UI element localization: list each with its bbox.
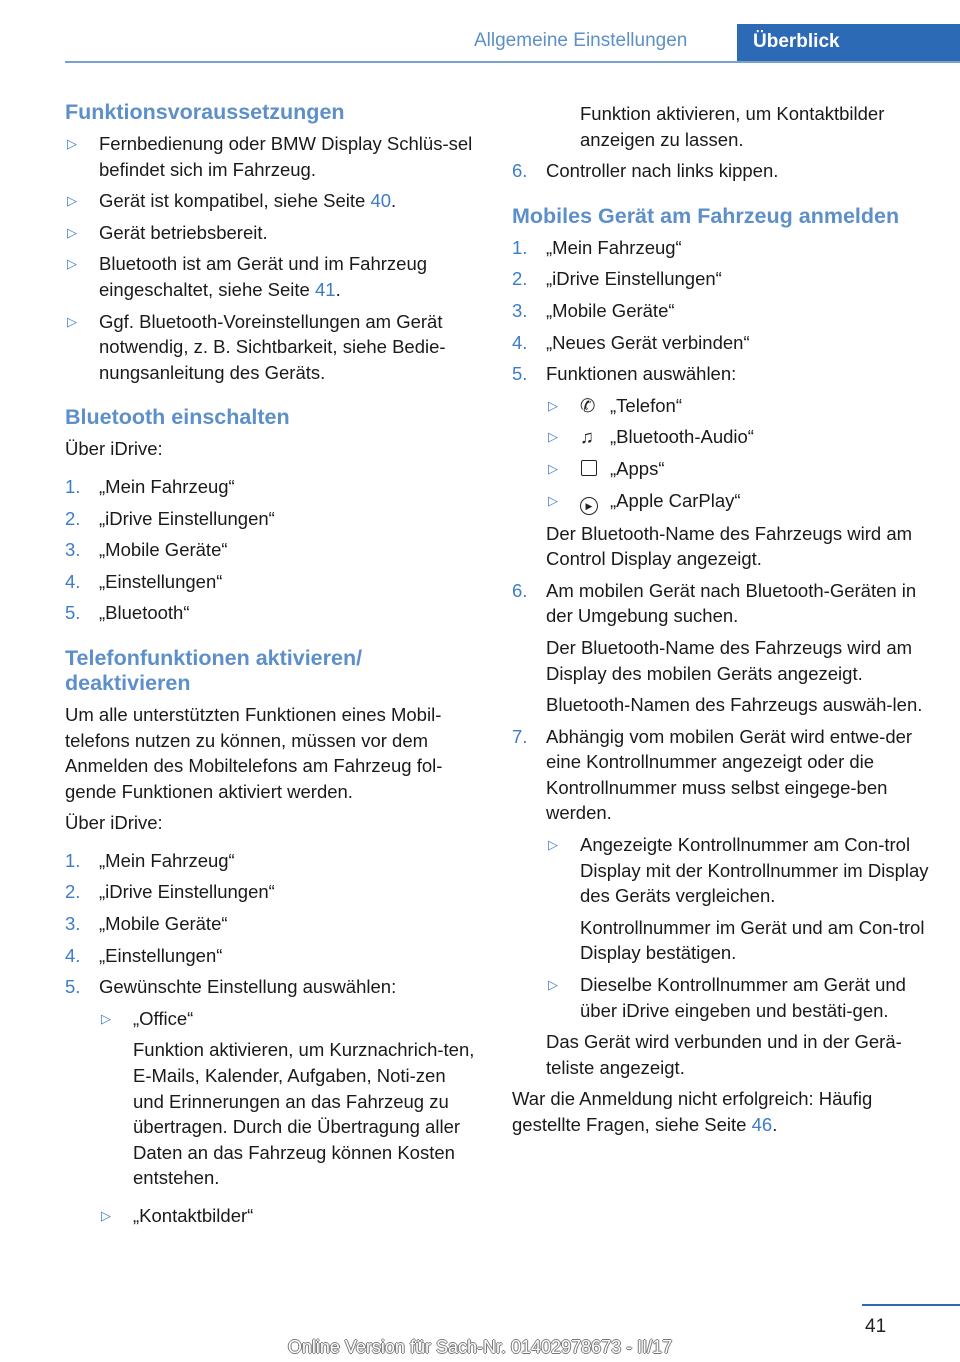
list-item-text: „Kontaktbilder“ [133,1205,254,1226]
bullet-triangle-icon: ▷ [548,397,558,413]
register-steps-list [512,235,932,1081]
step-number: 4. [512,331,528,353]
list-item-text: „Mein Fahrzeug“ [99,475,235,497]
step5-note: Der Bluetooth-Name des Fahrzeugs wird am Control Display angezeigt. [546,522,913,570]
list-item [65,879,477,905]
list-item-text: „Mobile Geräte“ [99,539,228,561]
list-item-text: Abhängig vom mobilen Gerät wird entwe-der eine Kontrollnummer angezeigt oder die Kontrollnummer muss selbst eingege-ben werden. [546,725,913,824]
tel-intro: Über iDrive: [65,812,163,834]
list-item [546,832,932,909]
list-item [65,474,477,500]
list-item [512,298,932,324]
kontakt-description: Funktion aktivieren, um Kontaktbilder anzeigen zu lassen. [580,103,885,150]
list-item-text: Funktionen auswählen: [546,363,737,385]
header-tab [737,24,960,63]
carplay-icon: ▶ [580,497,598,515]
list-item [546,456,932,482]
bullet-triangle-icon: ▷ [548,429,558,445]
list-item-text: „Neues Gerät verbinden“ [546,331,750,353]
list-item [65,309,477,386]
list-item [512,235,932,261]
list-item [512,361,932,387]
step-number: 5. [65,976,81,998]
tel-paragraph: Um alle unterstützten Funktionen eines Mobil-telefons nutzen zu können, müssen vor dem Anmelden des Mobiltelefons am Fahrzeug fol-gende Funktionen aktiviert werden. [65,703,443,802]
list-item-text: „Einstellungen“ [99,570,223,592]
bullet-triangle-icon: ▷ [67,136,77,151]
list-item-text: Gerät betriebsbereit. [99,221,268,243]
list-item [99,1006,477,1032]
apps-icon [581,460,597,476]
tel-steps-list [65,848,477,1229]
step6-note-1: Der Bluetooth-Name des Fahrzeugs wird am Display des mobilen Geräts angezeigt. [546,636,913,684]
right-column [512,101,932,1144]
footer-rule [862,1304,960,1306]
step-number: 2. [65,881,81,903]
list-item-text: „iDrive Einstellungen“ [546,268,722,290]
step-number: 5. [65,602,81,624]
watermark: Online Version für Sach-Nr. 01402978673 - II/17 [287,1337,673,1357]
list-item-text: Angezeigte Kontrollnummer am Con-trol Display mit der Kontrollnummer im Display des Geräts vergleichen. [580,834,929,907]
list-item [512,158,932,184]
page-link-41[interactable]: 41 [314,278,336,300]
list-item-text: Bluetooth ist am Gerät und im Fahrzeug eingeschaltet, siehe Seite 41. [99,253,428,300]
list-item-text: „Mobile Geräte“ [546,299,675,321]
header-section-title: Allgemeine Einstellungen [474,30,688,51]
heading-bluetooth-einschalten: Bluetooth einschalten [65,405,290,430]
bullet-triangle-icon: ▷ [67,193,77,209]
list-item [546,424,932,450]
list-item [512,330,932,356]
step-number: 6. [512,579,528,601]
list-item-text: Gewünschte Einstellung auswählen: [99,976,397,998]
list-item [65,220,477,246]
page-number: 41 [865,1316,887,1337]
list-item-text: „Mobile Geräte“ [99,913,228,935]
list-item-text: „Bluetooth“ [99,602,190,624]
heading-mobiles-geraet: Mobiles Gerät am Fahrzeug anmelden [512,203,900,228]
list-item-text: Am mobilen Gerät nach Bluetooth-Geräten in der Umgebung suchen. [546,579,917,627]
step-number: 3. [512,299,528,321]
step-number: 5. [512,363,528,385]
bullet-triangle-icon: ▷ [548,977,558,993]
list-item [512,724,932,826]
list-item [512,266,932,292]
list-item [65,251,477,302]
bullet-triangle-icon: ▷ [101,1208,111,1223]
phone-icon: ✆ [580,394,596,416]
bt-intro: Über iDrive: [65,438,163,460]
bullet-triangle-icon: ▷ [548,837,558,853]
bullet-triangle-icon: ▷ [67,224,77,240]
step-number: 2. [512,268,528,290]
list-item [65,911,477,937]
step-number: 4. [65,944,81,966]
office-description: Funktion aktivieren, um Kurznachrich-ten, E-Mails, Kalender, Aufgaben, Noti-zen und Erinnerungen an das Fahrzeug zu übertragen. Durch die Übertragung aller Daten an das Fahrzeug können Kosten entstehen. [133,1039,475,1189]
left-column [65,100,477,1235]
list-item-text: „Apple CarPlay“ [610,489,741,511]
list-item-text: „Bluetooth-Audio“ [610,426,754,448]
list-item [65,506,477,532]
heading-funktionsvoraussetzungen: Funktionsvoraussetzungen [65,100,345,124]
list-item-text: „iDrive Einstellungen“ [99,881,275,903]
step-number: 7. [512,725,528,747]
list-item-text: „Mein Fahrzeug“ [546,236,682,258]
list-item [65,848,477,874]
step-number: 1. [65,475,81,497]
bullet-triangle-icon: ▷ [548,460,558,476]
list-item-text: Ggf. Bluetooth-Voreinstellungen am Gerät notwendig, z. B. Sichtbarkeit, siehe Bedie-nungsanleitung des Geräts. [99,310,446,383]
page-link-46[interactable]: 46 [751,1114,773,1135]
list-item-text: „Office“ [133,1007,194,1029]
step-number: 2. [65,507,81,529]
heading-telefonfunktionen: Telefonfunktionen aktivieren/ deaktivieren [65,645,363,695]
header-tab-label: Überblick [753,31,840,52]
final-paragraph: War die Anmeldung nicht erfolgreich: Häufig gestellte Fragen, siehe Seite 46. [512,1088,873,1135]
bullet-triangle-icon: ▷ [67,313,77,329]
step-number: 3. [65,913,81,935]
prerequisites-list [65,131,477,385]
list-item [546,488,932,515]
step-number: 1. [65,849,81,871]
step7-note: Das Gerät wird verbunden und in der Gerä-teliste angezeigt. [546,1031,902,1078]
step-number: 3. [65,539,81,561]
header-rule [65,61,960,63]
list-item-text: Controller nach links kippen. [546,160,779,182]
list-item-text: Fernbedienung oder BMW Display Schlüs-sel befindet sich im Fahrzeug. [99,133,473,180]
list-item [65,600,477,626]
list-item-text: „iDrive Einstellungen“ [99,507,275,529]
step-number: 6. [512,160,528,182]
list-item-text: Dieselbe Kontrollnummer am Gerät und über iDrive eingeben und bestäti-gen. [580,974,906,1021]
list-item [65,974,477,1000]
step-number: 4. [65,570,81,592]
list-item [512,578,932,629]
step7a-note: Kontrollnummer im Gerät und am Con-trol Display bestätigen. [580,916,925,964]
bullet-triangle-icon: ▷ [548,492,558,508]
list-item [65,943,477,969]
list-item-text: „Telefon“ [610,394,682,416]
page-link-40[interactable]: 40 [370,190,392,212]
list-item [65,537,477,563]
list-item-text: „Apps“ [610,457,665,479]
step6-note-2: Bluetooth-Namen des Fahrzeugs auswäh-len. [546,694,923,716]
bt-steps-list [65,474,477,626]
list-item [546,972,932,1023]
list-item [65,188,477,214]
list-item [546,393,932,419]
bullet-triangle-icon: ▷ [101,1010,111,1026]
bullet-triangle-icon: ▷ [67,256,77,272]
step-number: 1. [512,236,528,258]
list-item-text: „Mein Fahrzeug“ [99,849,235,871]
list-item [99,1203,477,1229]
music-note-icon: ♫ [580,426,594,448]
list-item [65,131,477,182]
list-item [65,569,477,595]
list-item-text: Gerät ist kompatibel, siehe Seite 40. [99,190,397,212]
list-item-text: „Einstellungen“ [99,944,223,966]
